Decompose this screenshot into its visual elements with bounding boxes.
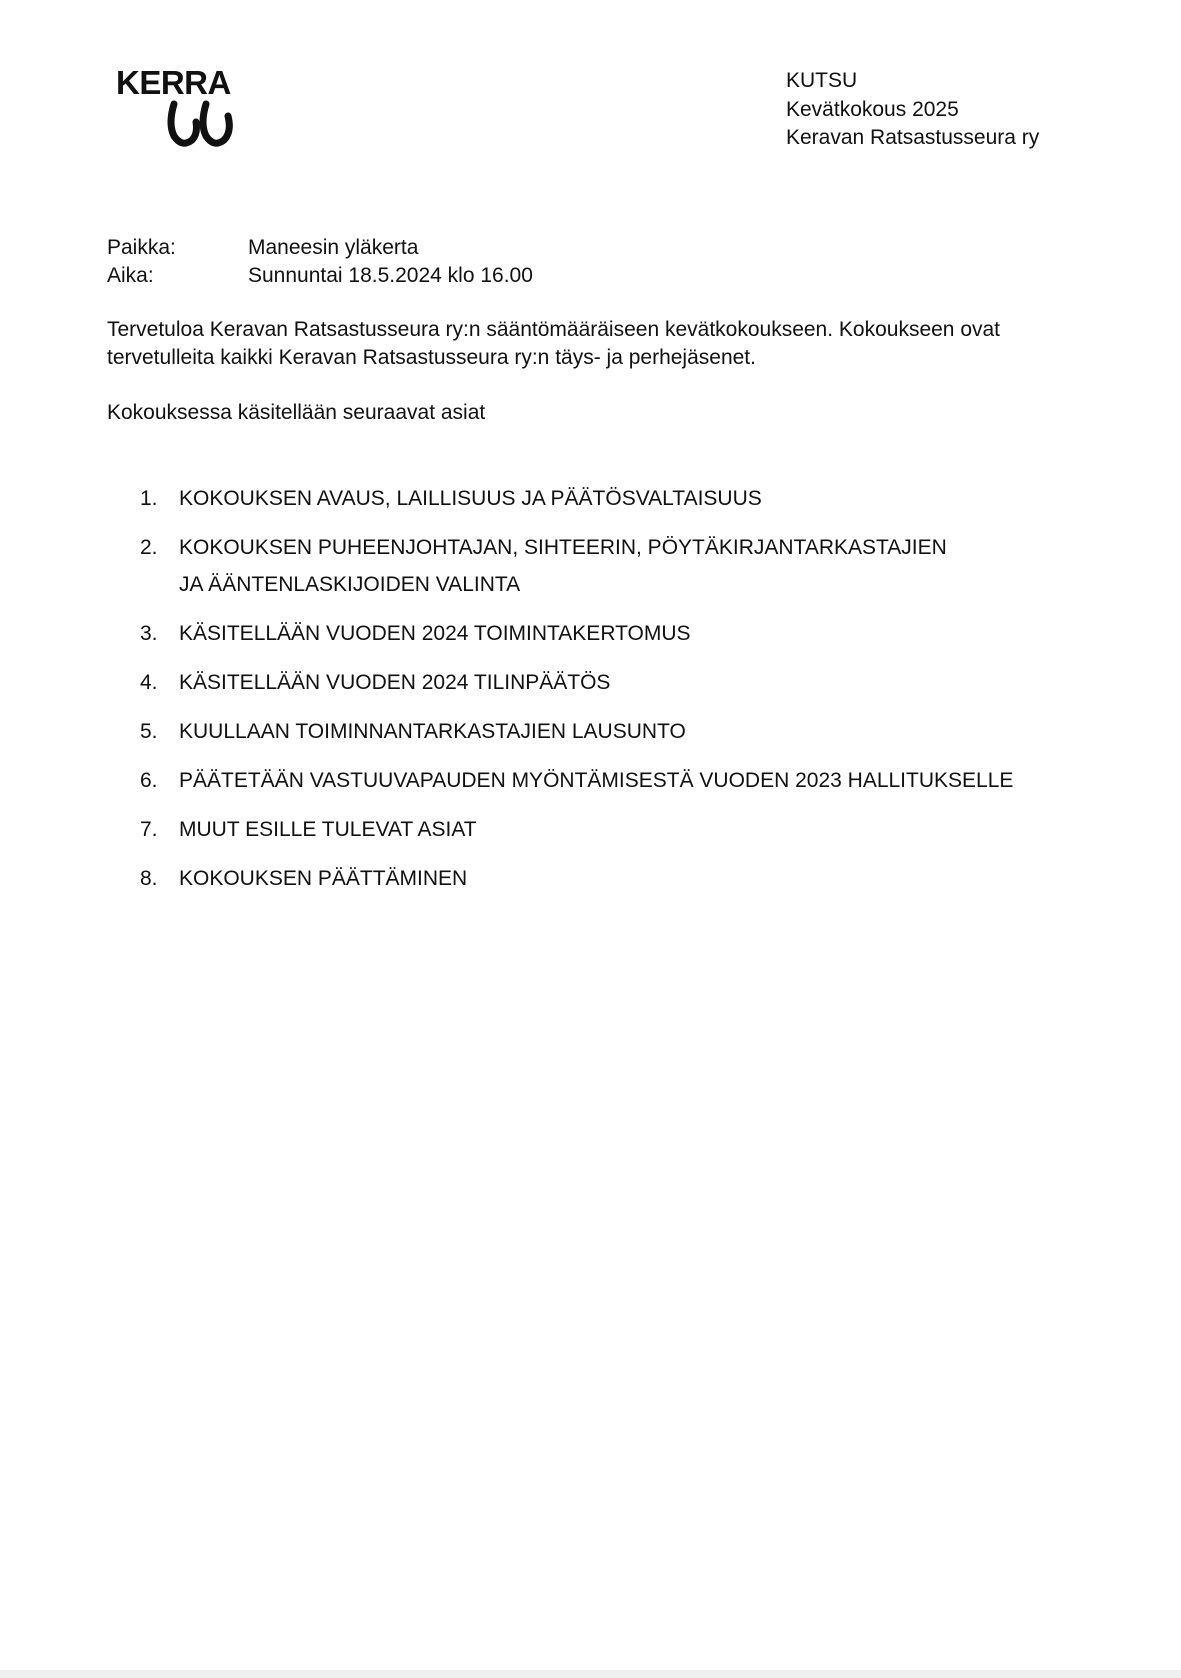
document-header — [786, 67, 1039, 153]
time-label: Aika: — [107, 264, 154, 287]
agenda-item — [140, 480, 1080, 517]
agenda-item — [140, 811, 1080, 848]
meeting-name: Kevätkokous 2025 — [786, 97, 959, 121]
agenda-item-text: KÄSITELLÄÄN VUODEN 2024 TOIMINTAKERTOMUS — [179, 622, 691, 645]
page-bottom-edge — [0, 1670, 1181, 1678]
agenda-item-text: KUULLAAN TOIMINNANTARKASTAJIEN LAUSUNTO — [179, 720, 686, 743]
kerra-logo — [116, 66, 286, 156]
agenda-item-text — [179, 529, 1080, 603]
meeting-details — [107, 234, 533, 290]
agenda-item — [140, 529, 1080, 603]
agenda-item — [140, 615, 1080, 652]
agenda-item — [140, 762, 1080, 799]
agenda-item-text: MUUT ESILLE TULEVAT ASIAT — [179, 818, 477, 841]
intro-paragraph — [107, 316, 1067, 371]
agenda-item-text: KOKOUKSEN AVAUS, LAILLISUUS JA PÄÄTÖSVALTAISUUS — [179, 487, 762, 510]
agenda-item-text: KÄSITELLÄÄN VUODEN 2024 TILINPÄÄTÖS — [179, 671, 611, 694]
logo-graphic — [116, 66, 286, 156]
logo-text: KERRA — [116, 64, 231, 101]
agenda-item-number: 5. — [140, 720, 158, 743]
time-row — [107, 262, 533, 290]
agenda-item-number: 3. — [140, 622, 158, 645]
agenda-item-number: 1. — [140, 487, 158, 510]
agenda-item-number: 7. — [140, 818, 158, 841]
agenda-item-number: 6. — [140, 769, 158, 792]
place-row — [107, 234, 533, 262]
agenda-item — [140, 664, 1080, 701]
agenda-item-text-line: JA ÄÄNTENLASKIJOIDEN VALINTA — [179, 573, 521, 596]
intro-line: tervetulleita kaikki Keravan Ratsastusseura ry:n täys- ja perhejäsenet. — [107, 345, 756, 369]
agenda-item-text: KOKOUKSEN PÄÄTTÄMINEN — [179, 867, 468, 890]
agenda-item-number: 2. — [140, 536, 158, 559]
agenda-item-number: 8. — [140, 867, 158, 890]
organization-name: Keravan Ratsastusseura ry — [786, 126, 1040, 149]
agenda-item-number: 4. — [140, 671, 158, 694]
agenda-list — [140, 480, 1080, 909]
place-label: Paikka: — [107, 236, 176, 259]
time-value: Sunnuntai 18.5.2024 klo 16.00 — [248, 264, 533, 287]
document-type: KUTSU — [786, 69, 858, 92]
intro-line: Tervetuloa Keravan Ratsastusseura ry:n sääntömääräiseen kevätkokoukseen. Kokoukseen ovat — [107, 318, 1001, 341]
agenda-item — [140, 713, 1080, 750]
agenda-item-text-line: KOKOUKSEN PUHEENJOHTAJAN, SIHTEERIN, PÖYTÄKIRJANTARKASTAJIEN — [179, 536, 947, 559]
horseshoes-icon — [171, 104, 229, 143]
agenda-heading: Kokouksessa käsitellään seuraavat asiat — [107, 401, 486, 424]
agenda-item-text: PÄÄTETÄÄN VASTUUVAPAUDEN MYÖNTÄMISESTÄ VUODEN 2023 HALLITUKSELLE — [179, 769, 1014, 792]
agenda-item — [140, 860, 1080, 897]
place-value: Maneesin yläkerta — [248, 236, 419, 259]
